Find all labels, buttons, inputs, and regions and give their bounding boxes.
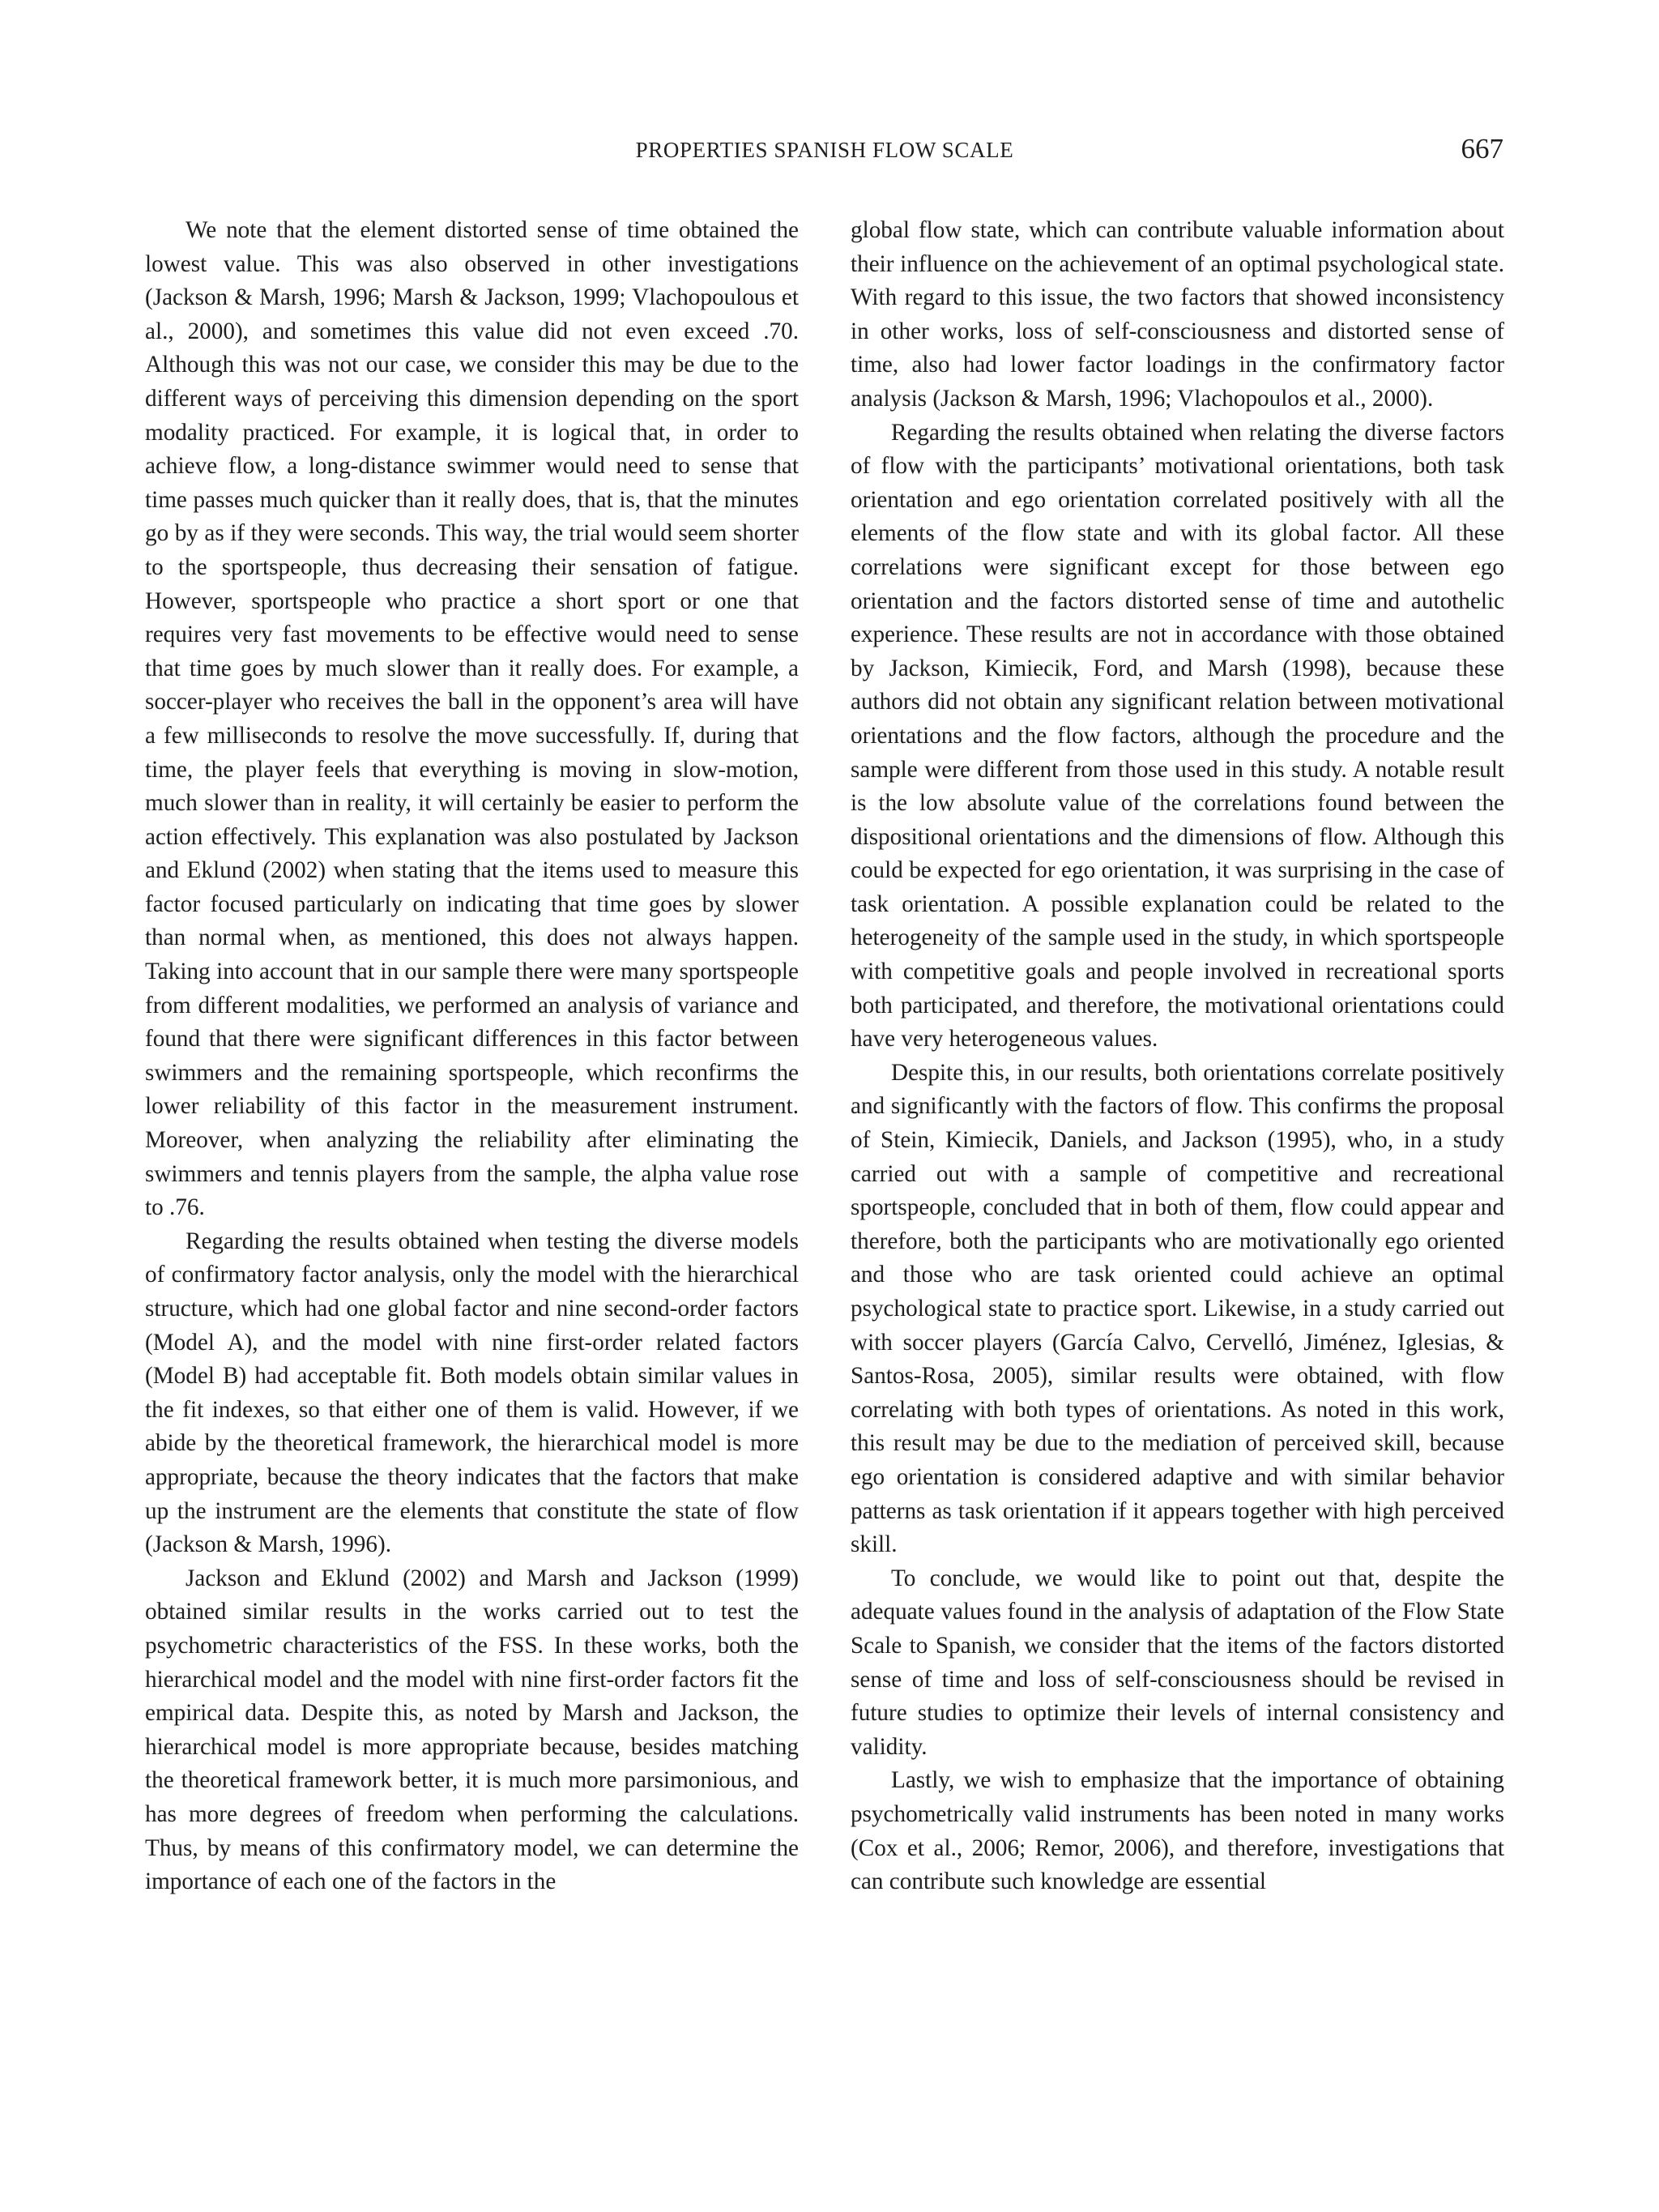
paragraph: Lastly, we wish to emphasize that the importance of obtaining psychometrically valid instruments has been noted in many works (Cox et al., 2006; Remor, 2006), and therefore, investigations that can contribute such knowledge are essential: [851, 1767, 1504, 1895]
paragraph-continued: global flow state, which can contribute valuable information about their influence on the achievement of an optimal psychological state. With regard to this issue, the two factors that showed inconsistency in other works, loss of self-consciousness and distorted sense of time, also had lower factor loadings in the confirmatory factor analysis (Jackson & Marsh, 1996; Vlachopoulos et al., 2000).: [851, 217, 1504, 412]
left-column: [145, 214, 799, 1899]
paragraph: Regarding the results obtained when testing the diverse models of confirmatory factor analysis, only the model with the hierarchical structure, which had one global factor and nine second-order factors (Model A), and the model with nine first-order related factors (Model B) had acceptable fit. Both models obtain similar values in the fit indexes, so that either one of them is valid. However, if we abide by the theoretical framework, the hierarchical model is more appropriate, because the theory indicates that the factors that make up the instrument are the elements that constitute the state of flow (Jackson & Marsh, 1996).: [145, 1228, 799, 1558]
running-header: [146, 133, 1503, 172]
paragraph: Regarding the results obtained when relating the diverse factors of flow with the participants’ motivational orientations, both task orientation and ego orientation correlated positively with all the elements of the flow state and with its global factor. All these correlations were significant except for those between ego orientation and the factors distorted sense of time and autothelic experience. These results are not in accordance with those obtained by Jackson, Kimiecik, Ford, and Marsh (1998), because these authors did not obtain any significant relation between motivational orientations and the flow factors, although the procedure and the sample were different from those used in this study. A notable result is the low absolute value of the correlations found between the dispositional orientations and the dimensions of flow. Although this could be expected for ego orientation, it was surprising in the case of task orientation. A possible explanation could be related to the heterogeneity of the sample used in the study, in which sportspeople with competitive goals and people involved in recreational sports both participated, and therefore, the motivational orientations could have very heterogeneous values.: [851, 419, 1504, 1053]
running-title: PROPERTIES SPANISH FLOW SCALE: [635, 138, 1014, 162]
right-column: [851, 214, 1504, 1899]
paragraph: Despite this, in our results, both orientations correlate positively and significantly with the factors of flow. This confirms the proposal of Stein, Kimiecik, Daniels, and Jackson (1995), who, in a study carried out with a sample of competitive and recreational sportspeople, concluded that in both of them, flow could appear and therefore, both the participants who are motivationally ego oriented and those who are task oriented could achieve an optimal psychological state to practice sport. Likewise, in a study carried out with soccer players (García Calvo, Cervelló, Jiménez, Iglesias, & Santos-Rosa, 2005), similar results were obtained, with flow correlating with both types of orientations. As noted in this work, this result may be due to the mediation of perceived skill, because ego orientation is considered adaptive and with similar behavior patterns as task orientation if it appears together with high perceived skill.: [851, 1059, 1504, 1558]
paragraph: We note that the element distorted sense of time obtained the lowest value. This was also observed in other investigations (Jackson & Marsh, 1996; Marsh & Jackson, 1999; Vlachopoulous et al., 2000), and sometimes this value did not even exceed .70. Although this was not our case, we consider this may be due to the different ways of perceiving this dimension depending on the sport modality practiced. For example, it is logical that, in order to achieve flow, a long-distance swimmer would need to sense that time passes much quicker than it really does, that is, that the minutes go by as if they were seconds. This way, the trial would seem shorter to the sportspeople, thus decreasing their sensation of fatigue. However, sportspeople who practice a short sport or one that requires very fast movements to be effective would need to sense that time goes by much slower than it really does. For example, a soccer-player who receives the ball in the opponent’s area will have a few milliseconds to resolve the move successfully. If, during that time, the player feels that everything is moving in slow-motion, much slower than in reality, it will certainly be easier to perform the action effectively. This explanation was also postulated by Jackson and Eklund (2002) when stating that the items used to measure this factor focused particularly on indicating that time goes by slower than normal when, as mentioned, this does not always happen. Taking into account that in our sample there were many sportspeople from different modalities, we performed an analysis of variance and found that there were significant differences in this factor between swimmers and the remaining sportspeople, which reconfirms the lower reliability of this factor in the measurement instrument. Moreover, when analyzing the reliability after eliminating the swimmers and tennis players from the sample, the alpha value rose to .76.: [145, 217, 799, 1221]
page-number: 667: [1461, 133, 1503, 164]
paragraph: To conclude, we would like to point out that, despite the adequate values found in the analysis of adaptation of the Flow State Scale to Spanish, we consider that the items of the factors distorted sense of time and loss of self-consciousness should be revised in future studies to optimize their levels of internal consistency and validity.: [851, 1565, 1504, 1760]
paragraph: Jackson and Eklund (2002) and Marsh and Jackson (1999) obtained similar results in the works carried out to test the psychometric characteristics of the FSS. In these works, both the hierarchical model and the model with nine first-order factors fit the empirical data. Despite this, as noted by Marsh and Jackson, the hierarchical model is more appropriate because, besides matching the theoretical framework better, it is much more parsimonious, and has more degrees of freedom when performing the calculations. Thus, by means of this confirmatory model, we can determine the importance of each one of the factors in the: [145, 1565, 799, 1895]
